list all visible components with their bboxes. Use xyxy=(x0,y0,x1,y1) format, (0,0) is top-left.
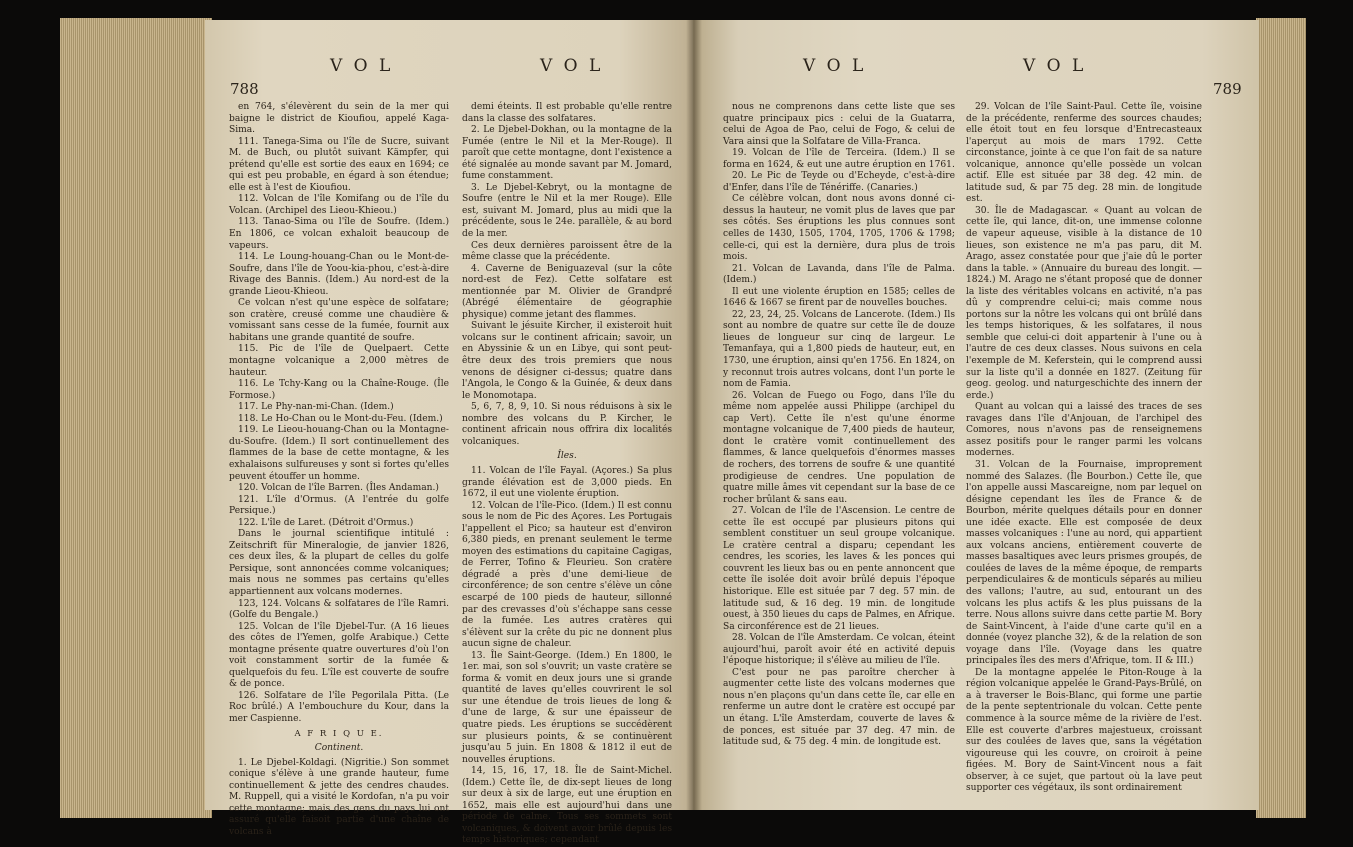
paragraph: Ces deux dernières paroissent être de la même classe que la précédente. xyxy=(462,240,672,263)
page-number-right: 789 xyxy=(1213,80,1242,98)
paragraph: 118. Le Ho-Chan ou le Mont-du-Feu. (Idem.) xyxy=(238,413,443,424)
paragraph: Suivant le jésuite Kircher, il existeroit huit volcans sur le continent africain; savoir, un en Abyssinie & un en Libye, qui sont peut-être deux des trois premiers que nous venons de désigner ci-dessus; quatre dans l'Angola, le Congo & la Guinée, & deux dans le Monomotapa. xyxy=(462,321,672,401)
right-col1-paragraphs xyxy=(723,102,955,749)
page-number-left: 788 xyxy=(230,80,259,98)
left-page xyxy=(205,20,693,846)
running-head-left-2: V O L xyxy=(540,56,604,76)
paragraph: en 764, s'élevèrent du sein de la mer qui baigne le district de Kioufiou, appelé Kaga-Sima. xyxy=(229,102,449,136)
running-head-right-2: V O L xyxy=(1023,56,1087,76)
left-col1-end-paragraphs xyxy=(229,758,449,839)
paragraph: 31. Volcan de la Fournaise, improprement nommé des Salazes. (Île Bourbon.) Cette île, que l'on appelle aussi Mascareigne, nom par lequel on désigne cependant les îles de France & de Bourbon, mérite quelques détails pour en donner une idée exacte. Elle est composée de deux masses volcaniques : l'une au nord, qui appartient aux volcans anciens, entièrement couverte de masses basaltiques avec leurs prismes groupés, de coulées de laves de la même époque, de remparts perpendiculaires & de monticuls séparés au milieu des vallons; l'autre, au sud, entourant un des volcans les plus actifs & les plus puissans de la terre. Nous allons suivre dans cette partie M. Bory de Saint-Vincent, à l'aide d'une carte qu'il en a donnée (voyez planche 32), & de la relation de son voyage dans l'île. (Voyage dans les quatre principales îles des mers d'Afrique, tom. II & III.) xyxy=(966,459,1202,667)
paragraph: Ce célèbre volcan, dont nous avons donné ci-dessus la hauteur, ne vomit plus de laves que par ses côtés. Ses éruptions les plus connues sont celles de 1430, 1505, 1704, 1705, 1706 & 1798; celle-ci, qui est la dernière, dura plus de trois mois. xyxy=(723,194,955,263)
paragraph: 2. Le Djebel-Dokhan, ou la montagne de la Fumée (entre le Nil et la Mer-Rouge). Il paroît que cette montagne, dont l'existence a été signalée au monde savant par M. Jomard, fume constamment. xyxy=(462,125,672,182)
paragraph: 115. Pic de l'île de Quelpaert. Cette montagne volcanique a 2,000 mètres de hauteur. xyxy=(229,344,449,378)
paragraph: 116. Le Tchy-Kang ou la Chaîne-Rouge. (Île Formose.) xyxy=(229,379,449,401)
paragraph: 121. L'île d'Ormus. (A l'entrée du golfe Persique.) xyxy=(229,494,449,517)
running-head-left-1: V O L xyxy=(330,56,394,76)
paragraph: 27. Volcan de l'île de l'Ascension. Le centre de cette île est occupé par plusieurs pitons qui semblent constituer un seul groupe volcanique. Le cratère central a disparu; cependant les cendres, les scories, les laves & les ponces qui couvrent les lieux bas ou en pente annoncent que cette île isolée doit avoir brûlé depuis l'époque historique. Elle est située par 7 deg. 57 min. de latitude sud, & 16 deg. 19 min. de longitude ouest, à 350 lieues du caps de Palmes, en Afrique. Sa circonférence est de 21 lieues. xyxy=(723,506,955,632)
paragraph: nous ne comprenons dans cette liste que ses quatre principaux pics : celui de la Guatarra, celui de Agoa de Pao, celui de Fogo, & celui de Vara ainsi que la Solfatare de Villa-Franca. xyxy=(723,102,955,147)
paragraph: Quant au volcan qui a laissé des traces de ses ravages dans l'île d'Anjouan, de l'archipel des Comores, nous n'avons pas de renseignemens assez positifs pour le ranger parmi les volcans modernes. xyxy=(966,402,1202,459)
left-col1-paragraphs xyxy=(229,102,449,726)
paragraph: 1. Le Djebel-Koldagi. (Nigritie.) Son sommet conique s'élève à une grande hauteur, fume continuellement & jette des cendres chaudes. M. Ruppell, qui a visité le Kordofan, n'a pu voir cette montagne; mais des gens du pays lui ont assuré qu'elle faisoit partie d'une chaîne de volcans à xyxy=(229,757,449,837)
paragraph: 119. Le Lieou-houang-Chan ou la Montagne-du-Soufre. (Idem.) Il sort continuellement des flammes de la base de cette montagne, & les exhalaisons sulfureuses y sont si fortes qu'elles peuvent étouffer un homme. xyxy=(229,425,449,482)
paragraph: 120. Volcan de l'île Barren. (Îles Andaman.) xyxy=(238,483,439,494)
running-head-right-1: V O L xyxy=(803,56,867,76)
right-page xyxy=(693,20,1259,810)
paragraph: 112. Volcan de l'île Komifang ou de l'île du Volcan. (Archipel des Lieou-Khieou.) xyxy=(229,194,449,216)
paragraph: Dans le journal scientifique intitulé : Zeitschrift für Mineralogie, de janvier 1826, ces deux îles, & la plupart de celles du golfe Persique, sont annoncées comme volcaniques; mais nous ne sommes pas certains qu'elles appartiennent aux volcans modernes. xyxy=(229,529,449,597)
paragraph: De la montagne appelée le Piton-Rouge à la région volcanique appelée le Grand-Pays-Brûlé, on a à traverser le Bois-Blanc, qui forme une partie de la pente septentrionale du volcan. Cette pente commence à la source même de la rivière de l'est. Elle est couverte d'arbres majestueux, croissant sur des coulées de laves que, sans la végétation vigoureuse qui les couvre, on croiroit à peine figées. M. Bory de Saint-Vincent nous a fait observer, à ce sujet, que partout où la lave peut supporter ces végétaux, ils sont ordinairement xyxy=(966,667,1202,794)
right-col2-paragraphs xyxy=(966,102,1202,795)
left-column-1 xyxy=(229,102,449,837)
paragraph: 12. Volcan de l'île-Pico. (Idem.) Il est connu sous le nom de Pic des Açores. Les Portugais l'appellent el Pico; sa hauteur est d'environ 6,380 pieds, en prenant seulement le terme moyen des estimations du capitaine Cagigas, de Ferrer, Tofino & Fleurieu. Son cratère dégradé a près d'une demi-lieue de circonférence; de son centre s'élève un cône escarpé de 100 pieds de hauteur, sillonné par des crevasses d'où s'échappe sans cesse de la fumée. Les autres cratères qui s'élèvent sur la crête du pic ne donnent plus aucun signe de chaleur. xyxy=(462,500,672,650)
paragraph: 114. Le Loung-houang-Chan ou le Mont-de-Soufre, dans l'île de Yoou-kia-phou, c'est-à-dire Rivage des Bannis. (Idem.) Au nord-est de la grande Lieou-Khieou. xyxy=(229,252,449,297)
paragraph: 29. Volcan de l'île Saint-Paul. Cette île, voisine de la précédente, renferme des sources chaudes; elle étoit tout en feu lorsque d'Entrecasteaux l'aperçut au mois de mars 1792. Cette circonstance, jointe à ce que l'on fait de sa nature volcanique, annonce qu'elle possède un volcan actif. Elle est située par 38 deg. 42 min. de latitude sud, & par 75 deg. 28 min. de longitude est. xyxy=(966,102,1202,205)
paragraph: 123, 124. Volcans & solfatares de l'île Ramri. (Golfe du Bengale.) xyxy=(229,598,449,621)
paragraph: 111. Tanega-Sima ou l'île de Sucre, suivant M. de Buch, ou plutôt suivant Kämpfer, qui prétend qu'elle est sortie des eaux en 1694; ce qui est peu probable, en égard à son étendue; elle est à l'est de Kioufiou. xyxy=(229,136,449,193)
paragraph: 113. Tanao-Sima ou l'île de Soufre. (Idem.) En 1806, ce volcan exhaloit beaucoup de vapeurs. xyxy=(229,217,449,251)
paragraph: 28. Volcan de l'île Amsterdam. Ce volcan, éteint aujourd'hui, paroît avoir été en activité depuis l'époque historique; il s'élève au milieu de l'île. xyxy=(723,633,955,667)
right-column-1 xyxy=(723,102,955,807)
left-column-2 xyxy=(462,102,672,846)
paragraph: 4. Caverne de Beniguazeval (sur la côte nord-est de Fez). Cette solfatare est mentionnée par M. Olivier de Grandpré (Abrégé élémentaire de géographie physique) comme jetant des flammes. xyxy=(462,263,672,320)
paragraph: 117. Le Phy-nan-mi-Chan. (Idem.) xyxy=(238,402,394,413)
paragraph: 26. Volcan de Fuego ou Fogo, dans l'île du même nom appelée aussi Philippe (archipel du cap Vert). Cette île n'est qu'une énorme montagne volcanique de 7,400 pieds de hauteur, dont le cratère vomit continuellement des flammes, & lance quelquefois d'énormes masses de rochers, des torrens de soufre & une quantité prodigieuse de cendres. Une population de quatre mille âmes vit cependant sur la base de ce rocher brûlant & sans eau. xyxy=(723,390,955,505)
paragraph: 13. Île Saint-George. (Idem.) En 1800, le 1er. mai, son sol s'ouvrit; un vaste cratère se forma & vomit en deux jours une si grande quantité de laves qu'elles couvrirent le sol sur une étendue de trois lieues de long & d'une de large, & sur une épaisseur de quatre pieds. Les éruptions se succédèrent sur plusieurs points, & se continuèrent jusqu'au 5 juin. En 1808 & 1812 il eut de nouvelles éruptions. xyxy=(462,650,672,765)
left-col2-paragraphs xyxy=(462,102,672,448)
right-column-2 xyxy=(966,102,1202,807)
paragraph: 19. Volcan de l'île de Terceira. (Idem.) Il se forma en 1624, & eut une autre éruption en 1761. xyxy=(723,148,955,170)
paragraph: 126. Solfatare de l'île Pegorilala Pitta. (Le Roc brûlé.) A l'embouchure du Kour, dans la mer Caspienne. xyxy=(229,690,449,724)
right-page-edges xyxy=(1256,18,1306,818)
paragraph: C'est pour ne pas paroître chercher à augmenter cette liste des volcans modernes que nous n'en plaçons qu'un dans cette île, car elle en renferme un autre dont le cratère est occupé par un étang. L'île Amsterdam, couverte de laves & de ponces, est située par 37 deg. 47 min. de latitude sud, & 75 deg. 4 min. de longitude est. xyxy=(723,667,955,748)
paragraph: 5, 6, 7, 8, 9, 10. Si nous réduisons à six le nombre des volcans du P. Kircher, le continent africain nous offrira dix localités volcaniques. xyxy=(462,402,672,447)
paragraph: Ce volcan n'est qu'une espèce de solfatare; son cratère, creusé comme une chaudière & vomissant sans cesse de la fumée, fournit aux habitans une grande quantité de soufre. xyxy=(229,298,449,343)
section-heading-afrique: A F R I Q U E. xyxy=(294,728,384,739)
section-subheading-continent: Continent. xyxy=(314,743,364,754)
paragraph: 30. Île de Madagascar. « Quant au volcan de cette île, qui lance, dit-on, une immense colonne de vapeur aqueuse, visible à la distance de 10 lieues, son existence ne m'a pas paru, dit M. Arago, assez constatée pour que j'aie dû le porter dans la table. » (Annuaire du bureau des longit. — 1824.) M. Arago ne s'étant proposé que de donner la liste des véritables volcans en activité, n'a pas dû y comprendre celui-ci; mais comme nous portons sur la nôtre les volcans qui ont brûlé dans les temps historiques, & les solfatares, il nous semble que celui-ci doit appartenir à l'une ou à l'autre de ces deux classes. Nous suivons en cela l'exemple de M. Keferstein, qui le comprend aussi sur la liste qu'il a donnée en 1827. (Zeitung für geog. geolog. und naturgeschichte des innern der erde.) xyxy=(966,205,1202,401)
book-spine xyxy=(686,20,702,810)
paragraph: 3. Le Djebel-Kebryt, ou la montagne de Soufre (entre le Nil et la mer Rouge). Elle est, suivant M. Jomard, plus au midi que la précédente, sous le 24e. parallèle, & au bord de la mer. xyxy=(462,182,672,240)
paragraph: Il eut une violente éruption en 1585; celles de 1646 & 1667 se firent par de nouvelles bouches. xyxy=(723,286,955,309)
paragraph: 14, 15, 16, 17, 18. Île de Saint-Michel. (Idem.) Cette île, de dix-sept lieues de long sur deux à six de large, eut une éruption en 1652, mais elle est aujourd'hui dans une période de calme. Tous ses sommets sont volcaniques, & doivent avoir brûlé depuis les temps historiques; cependant xyxy=(462,766,672,846)
left-col2-end-paragraphs xyxy=(462,466,672,847)
paragraph: 21. Volcan de Lavanda, dans l'île de Palma. (Idem.) xyxy=(723,263,955,286)
paragraph: 11. Volcan de l'île Fayal. (Açores.) Sa plus grande élévation est de 3,000 pieds. En 1672, il eut une violente éruption. xyxy=(462,465,672,500)
paragraph: demi éteints. Il est probable qu'elle rentre dans la classe des solfatares. xyxy=(462,102,672,124)
paragraph: 22, 23, 24, 25. Volcans de Lancerote. (Idem.) Ils sont au nombre de quatre sur cette île de douze lieues de longueur sur cinq de largeur. Le Temanfaya, qui a 1,800 pieds de hauteur, eut, en 1730, une éruption, ainsi qu'en 1756. En 1824, on y reconnut trois autres volcans, dont l'un porte le nom de Famia. xyxy=(723,309,955,390)
section-heading-iles: Îles. xyxy=(557,451,577,462)
paragraph: 125. Volcan de l'île Djebel-Tur. (A 16 lieues des côtes de l'Yemen, golfe Arabique.) Cette montagne présente quatre ouvertures d'où l'on voit constamment sortir de la fumée & quelquefois du feu. L'île est couverte de soufre & de ponce. xyxy=(229,621,449,690)
left-page-edges xyxy=(60,18,212,818)
paragraph: 122. L'île de Laret. (Détroit d'Ormus.) xyxy=(238,517,414,528)
paragraph: 20. Le Pic de Teyde ou d'Echeyde, c'est-à-dire d'Enfer, dans l'île de Ténériffe. (Canaries.) xyxy=(723,171,955,193)
